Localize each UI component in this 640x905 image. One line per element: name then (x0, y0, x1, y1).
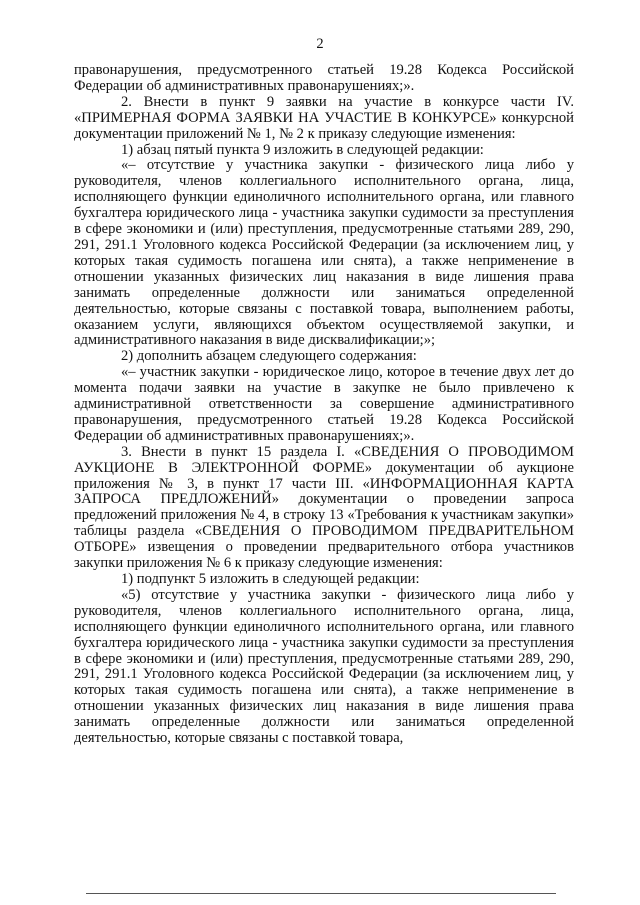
paragraph-subitem-2-1: 1) абзац пятый пункта 9 изложить в следующей редакции: (121, 141, 484, 158)
paragraph-continuation: правонарушения, предусмотренного статьей 19.28 Кодекса Российской Федерации об административных правонарушениях;». (74, 62, 574, 94)
paragraph-quote-2-1: «– отсутствие у участника закупки - физического лица либо у руководителя, членов коллегиального исполнительного органа, лица, исполняющего функции единоличного исполнительного органа, или главного бухгалтера юридического лица - участника закупки судимости за преступления в сфере экономики и (или) преступления, предусмотренные статьями 289, 290, 291, 291.1 Уголовного кодекса Российской Федерации (за исключением лиц, у которых такая судимость погашена или снята), а также неприменение в отношении указанных физических лиц наказания в виде лишения права занимать определенные должности или заниматься определенной деятельностью, которые связаны с поставкой товара, выполнением работы, оказанием услуги, являющихся объектом осуществляемой закупки, и административного наказания в виде дисквалификации;»; (74, 157, 574, 349)
paragraph-item-2: 2. Внести в пункт 9 заявки на участие в конкурсе части IV. «ПРИМЕРНАЯ ФОРМА ЗАЯВКИ НА УЧАСТИЕ В КОНКУРСЕ» конкурсной документации приложений № 1, № 2 к приказу следующие изменения: (74, 93, 574, 142)
paragraph-quote-2-2: «– участник закупки - юридическое лицо, которое в течение двух лет до момента подачи заявки на участие в закупке не было привлечено к административной ответственности за совершение административного правонарушения, предусмотренного статьей 19.28 Кодекса Российской Федерации об административных правонарушениях;». (74, 364, 574, 444)
document-body (74, 63, 574, 747)
page-number: 2 (316, 36, 324, 52)
paragraph-item-3: 3. Внести в пункт 15 раздела I. «СВЕДЕНИЯ О ПРОВОДИМОМ АУКЦИОНЕ В ЭЛЕКТРОННОЙ ФОРМЕ» документации об аукционе приложения № 3, в пункт 17 части III. «ИНФОРМАЦИОННАЯ КАРТА ЗАПРОСА ПРЕДЛОЖЕНИЙ» документации о проведении запроса предложений приложения № 4, в строку 13 «Требования к участникам закупки» таблицы раздела «СВЕДЕНИЯ О ПРОВОДИМОМ ПРЕДВАРИТЕЛЬНОМ ОТБОРЕ» извещения о проведении предварительного отбора участников закупки приложения № 6 к приказу следующие изменения: (74, 443, 574, 572)
paragraph-quote-3-1: «5) отсутствие у участника закупки - физического лица либо у руководителя, членов коллегиального исполнительного органа, лица, исполняющего функции единоличного исполнительного органа, или главного бухгалтера юридического лица - участника закупки судимости за преступления в сфере экономики и (или) преступления, предусмотренные статьями 289, 290, 291, 291.1 Уголовного кодекса Российской Федерации (за исключением лиц, у которых такая судимость погашена или снята), а также неприменение в отношении указанных физических лиц наказания в виде лишения права занимать определенные должности или заниматься определенной деятельностью, которые связаны с поставкой товара, (74, 586, 574, 747)
paragraph-subitem-2-2: 2) дополнить абзацем следующего содержания: (121, 348, 417, 365)
paragraph-subitem-3-1: 1) подпункт 5 изложить в следующей редакции: (121, 571, 420, 587)
bottom-divider (86, 893, 556, 894)
